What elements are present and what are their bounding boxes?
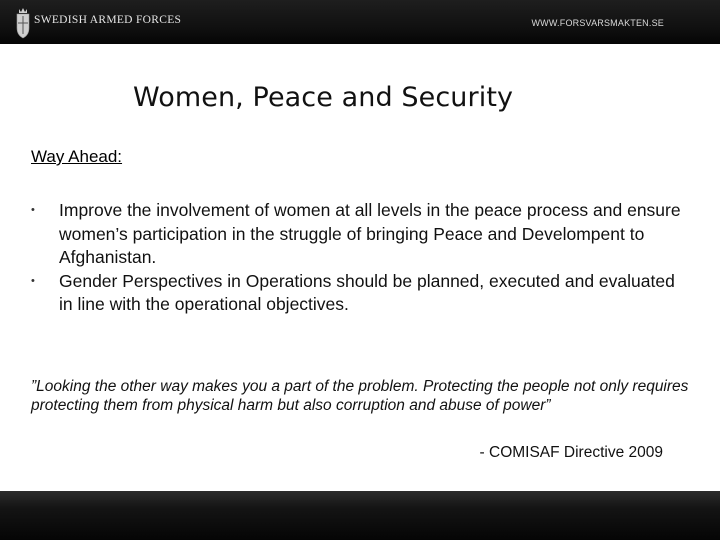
quote: ”Looking the other way makes you a part of the problem. Protecting the people not only requires protecting them from physical harm but also corruption and abuse of power”	[31, 378, 689, 414]
header-bar	[0, 0, 720, 44]
bullet-text: Gender Perspectives in Operations should be planned, executed and evaluated in line with the operational objectives.	[59, 270, 675, 314]
bullet-list	[31, 199, 691, 317]
subheading: Way Ahead:	[31, 147, 123, 166]
brand-name: SWEDISH ARMED FORCES	[34, 14, 182, 26]
bullet-text: Improve the involvement of women at all levels in the peace process and ensure women’s participation in the struggle of bringing Peace and Develompent to Afghanistan.	[59, 200, 681, 267]
footer-bar	[0, 491, 720, 540]
bullet-icon: •	[31, 204, 35, 216]
bullet-item	[31, 270, 691, 317]
quote-attribution: - COMISAF Directive 2009	[479, 444, 663, 461]
slide-title: Women, Peace and Security	[133, 82, 514, 113]
bullet-icon: •	[31, 274, 35, 287]
bullet-item	[31, 199, 691, 270]
coat-of-arms-icon	[14, 4, 32, 40]
website-url: WWW.FORSVARSMAKTEN.SE	[531, 18, 664, 28]
